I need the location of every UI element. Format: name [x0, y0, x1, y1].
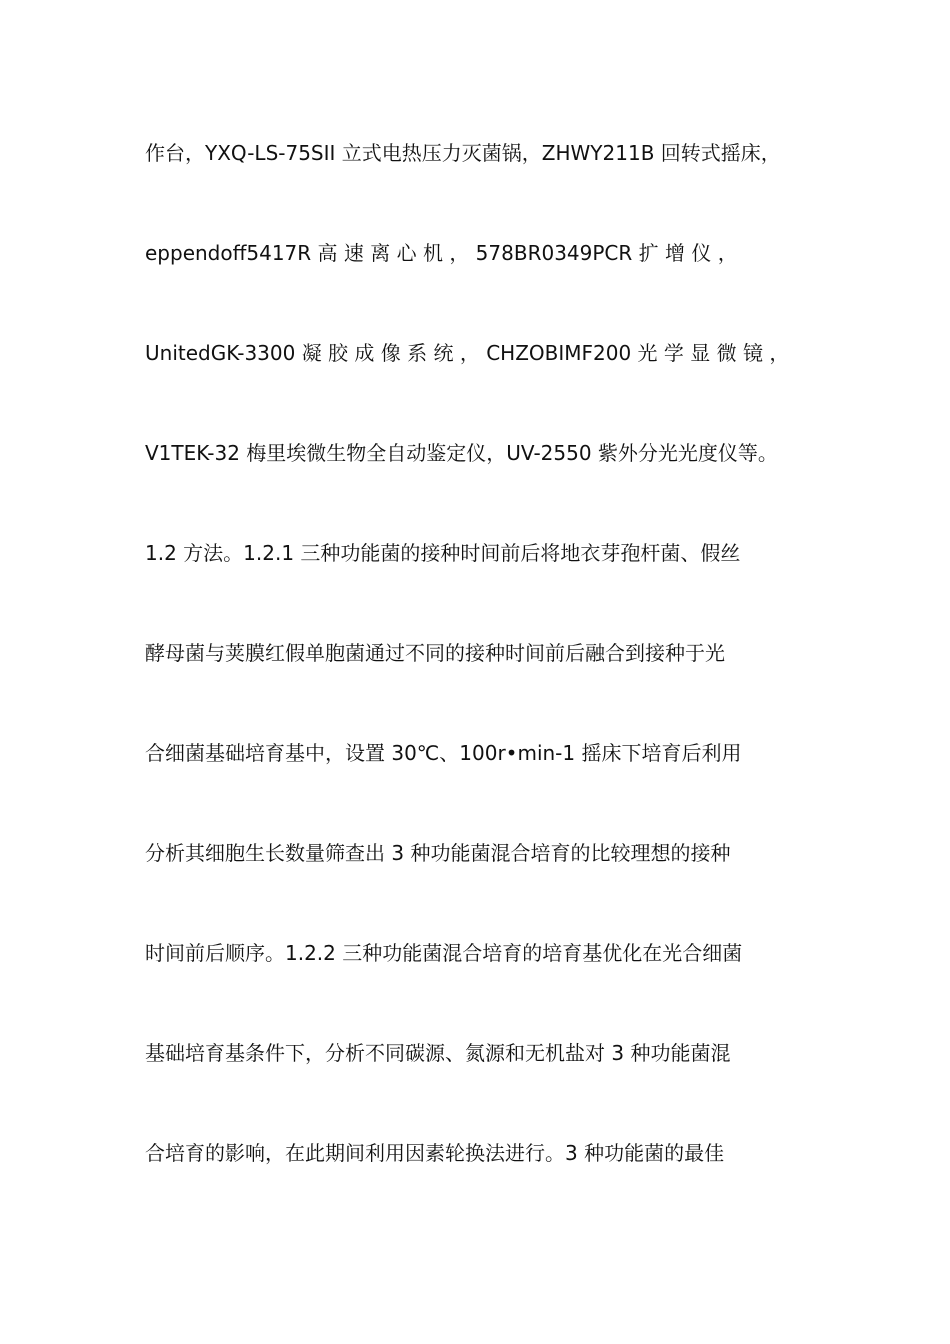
text-line-10: 基础培育基条件下，分析不同碳源、氮源和无机盐对 3 种功能菌混 — [145, 1041, 731, 1065]
text-line-1: 作台，YXQ-LS-75SII 立式电热压力灭菌锅，ZHWY211B 回转式摇床， — [145, 141, 781, 165]
text-line-8: 分析其细胞生长数量筛查出 3 种功能菌混合培育的比较理想的接种 — [145, 841, 731, 865]
text-line-9: 时间前后顺序。1.2.2 三种功能菌混合培育的培育基优化在光合细菌 — [145, 941, 743, 965]
text-line-6: 酵母菌与荚膜红假单胞菌通过不同的接种时间前后融合到接种于光 — [145, 641, 725, 665]
text-line-5: 1.2 方法。1.2.1 三种功能菌的接种时间前后将地衣芽孢杆菌、假丝 — [145, 541, 741, 565]
text-line-2: eppendoff5417R 高 速 离 心 机 ， 578BR0349PCR 扩 增 仪 ， — [145, 241, 738, 265]
body-text — [145, 130, 825, 1230]
text-line-11: 合培育的影响，在此期间利用因素轮换法进行。3 种功能菌的最佳 — [145, 1141, 725, 1165]
text-line-3: UnitedGK-3300 凝 胶 成 像 系 统 ， CHZOBIMF200 光 学 显 微 镜 ， — [145, 341, 790, 365]
text-line-7: 合细菌基础培育基中，设置 30℃、100r•min-1 摇床下培育后利用 — [145, 741, 742, 765]
text-line-4: V1TEK-32 梅里埃微生物全自动鉴定仪，UV-2550 紫外分光光度仪等。 — [145, 441, 778, 465]
